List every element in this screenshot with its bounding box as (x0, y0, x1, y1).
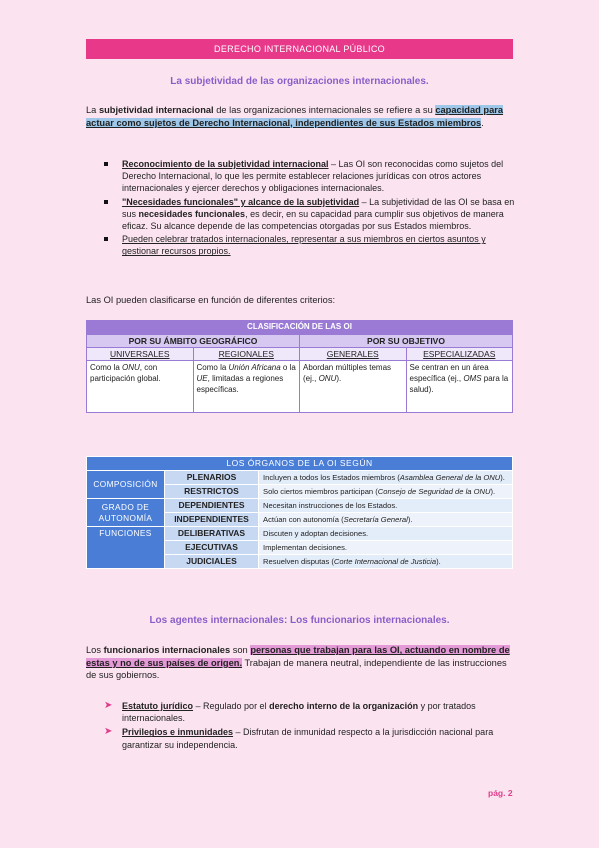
table-column-header: ESPECIALIZADAS (406, 348, 513, 361)
list-item: Pueden celebrar tratados internacionales, representar a sus miembros en ciertos asuntos y gestionar recursos propios. (100, 233, 520, 257)
table-row-label: DEPENDIENTES (165, 499, 259, 513)
list-item: ➤ Privilegios e inmunidades – Disfrutan de inmunidad respecto a la jurisdicción nacional para garantizar su independencia. (104, 726, 494, 750)
section-title-subjetividad: La subjetividad de las organizaciones internacionales. (170, 76, 429, 87)
document-header: DERECHO INTERNACIONAL PÚBLICO (86, 39, 513, 59)
table-cell: Solo ciertos miembros participan (Consejo de Seguridad de la ONU). (259, 485, 513, 499)
table-cell: Necesitan instrucciones de los Estados. (259, 499, 513, 513)
list-item: "Necesidades funcionales" y alcance de la subjetividad – La subjetividad de las OI se basa en sus necesidades funcionales, es decir, en su capacidad para cumplir sus objetivos de manera eficaz. Su alcance depende de las competencias otorgadas por sus Estados miembros. (100, 196, 520, 233)
table-column-header: GENERALES (300, 348, 407, 361)
table-title: CLASIFICACIÓN DE LAS OI (87, 321, 513, 335)
table-row-label: RESTRICTOS (165, 485, 259, 499)
table-group-label: FUNCIONES (87, 527, 165, 569)
table-cell: Como la Unión Africana o la UE, limitadas a regiones específicas. (193, 361, 300, 413)
table-row-label: PLENARIOS (165, 471, 259, 485)
table-row-label: EJECUTIVAS (165, 541, 259, 555)
arrow-list (100, 700, 520, 753)
table-row-label: JUDICIALES (165, 555, 259, 569)
table-group-header: POR SU ÁMBITO GEOGRÁFICO (87, 335, 300, 348)
arrow-bullet-icon: ➤ (104, 700, 113, 711)
bullet-list (100, 158, 520, 259)
organs-table (86, 456, 513, 569)
section-title-agentes: Los agentes internacionales: Los funcionarios internacionales. (149, 615, 450, 626)
list-item: Reconocimiento de la subjetividad internacional – Las OI son reconocidas como sujetos del Derecho Internacional, lo que les permite establecer relaciones jurídicas con otros actores internacionales y ejercer derechos y obligaciones internacionales. (100, 158, 520, 195)
table-group-label: COMPOSICIÓN (87, 471, 165, 499)
classification-table (86, 320, 513, 413)
table-cell: Como la ONU, con participación global. (87, 361, 194, 413)
table-cell: Discuten y adoptan decisiones. (259, 527, 513, 541)
table-cell: Incluyen a todos los Estados miembros (Asamblea General de la ONU). (259, 471, 513, 485)
table-title: LOS ÓRGANOS DE LA OI SEGÚN (87, 457, 513, 471)
table-group-label: GRADO DE AUTONOMÍA (87, 499, 165, 527)
classify-paragraph: Las OI pueden clasificarse en función de diferentes criterios: (86, 295, 336, 305)
arrow-bullet-icon: ➤ (104, 726, 113, 738)
table-row-label: DELIBERATIVAS (165, 527, 259, 541)
table-row-label: INDEPENDIENTES (165, 513, 259, 527)
table-group-header: POR SU OBJETIVO (300, 335, 513, 348)
table-cell: Se centran en un área específica (ej., OMS para la salud). (406, 361, 513, 413)
table-cell: Abordan múltiples temas (ej., ONU). (300, 361, 407, 413)
table-cell: Actúan con autonomía (Secretaría General). (259, 513, 513, 527)
list-item: ➤ Estatuto jurídico – Regulado por el derecho interno de la organización y por tratados internacionales. (104, 700, 476, 724)
table-column-header: REGIONALES (193, 348, 300, 361)
table-column-header: UNIVERSALES (87, 348, 194, 361)
table-cell: Implementan decisiones. (259, 541, 513, 555)
intro-paragraph: La subjetividad internacional de las organizaciones internacionales se refiere a su capacidad para actuar como sujetos de Derecho Internacional, independientes de sus Estados miembros. (86, 105, 504, 128)
agents-paragraph: Los funcionarios internacionales son personas que trabajan para las OI, actuando en nombre de estas y no de sus países de origen. Trabajan de manera neutral, independiente de las instrucciones de sus gobiernos. (86, 645, 510, 680)
page-number: pág. 2 (488, 788, 513, 798)
table-cell: Resuelven disputas (Corte Internacional de Justicia). (259, 555, 513, 569)
